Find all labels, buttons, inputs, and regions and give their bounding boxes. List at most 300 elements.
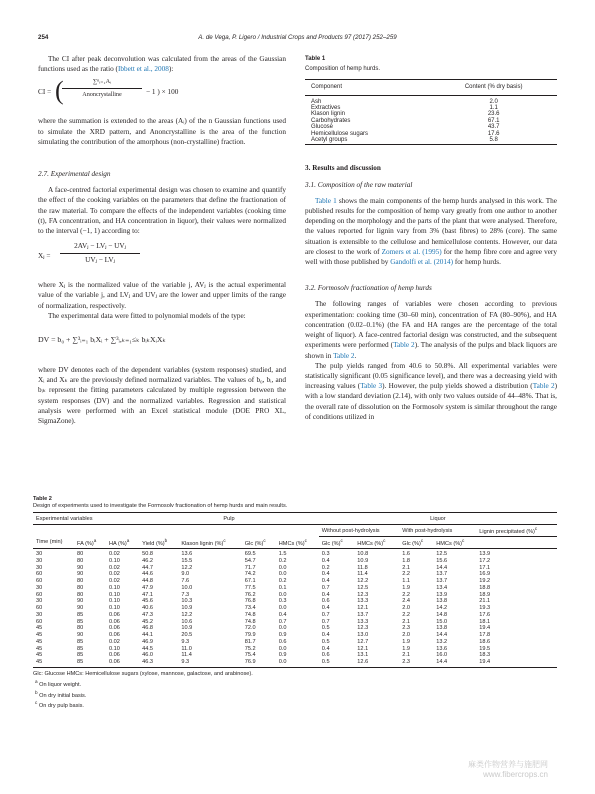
- footnote-c: $^c$ On dry pulp basis.: [35, 700, 84, 710]
- table-row: [33, 639, 557, 646]
- table-cell: 0.9: [278, 652, 287, 659]
- table-cell: 2.2: [402, 571, 411, 578]
- table-cell: 14.4: [436, 564, 448, 571]
- table-cell: 0.4: [321, 605, 330, 611]
- table-cell: 13.3: [357, 598, 369, 605]
- table-cell: 13.0: [357, 632, 369, 638]
- table-2: [33, 496, 557, 710]
- table-cell: 0.4: [321, 557, 330, 564]
- table-cell: 30: [36, 557, 43, 564]
- citation-table-2[interactable]: Table 2: [333, 351, 355, 360]
- table-2-sub-with: With post-hydrolysis: [399, 525, 476, 537]
- table-row: [305, 137, 557, 145]
- table-cell: 0.3: [278, 598, 287, 605]
- table-cell-component: Klason lignin: [311, 111, 346, 118]
- table-2-column-header: HMCs (%)$^c$: [276, 537, 319, 549]
- section-heading-3-1: 3.1. Composition of the raw material: [305, 180, 413, 189]
- table-cell: 46.9: [142, 638, 154, 645]
- table-cell: 1.9: [402, 584, 411, 591]
- table-cell-content: 1.1: [489, 105, 498, 112]
- table-2-column-header: HMCs (%)$^c$: [354, 537, 399, 549]
- paragraph-design: A face-centred factorial experimental design was chosen to examine and quantify the effect of the cooking variables on the parameters that define the fractionation of the raw material. To compare the effects of the independent variables (cooking time (t), FA concentration, and HA concentration in liquor), their values were normalized to the interval (−1, 1) according to:: [38, 186, 286, 236]
- table-cell: 30: [36, 611, 43, 618]
- table-cell: 15.6: [436, 557, 448, 564]
- table-cell: 0.7: [321, 611, 330, 618]
- table-cell: 0.6: [321, 598, 330, 605]
- table-cell: 74.2: [244, 571, 256, 578]
- table-cell: 13.6: [181, 551, 193, 557]
- table-cell: 80: [76, 584, 84, 591]
- table-cell: 0.1: [278, 584, 287, 591]
- table-cell: 0.7: [321, 618, 330, 625]
- table-cell: 85: [76, 611, 84, 618]
- table-cell: 46.3: [139, 659, 178, 667]
- table-cell: 13.4: [436, 584, 448, 591]
- page-header: [38, 34, 557, 44]
- table-row: [33, 619, 557, 626]
- table-cell: 16.9: [479, 571, 491, 578]
- citation-gandolfi[interactable]: Gandolfi et al. (2014): [390, 258, 454, 267]
- footnote-a: $^a$ On liquor weight.: [35, 678, 82, 688]
- table-cell: 0.4: [278, 611, 287, 618]
- table-cell-component: Glucose: [311, 124, 334, 131]
- table-cell: 44.7: [142, 564, 154, 571]
- table-cell: 46.2: [142, 557, 154, 564]
- table-cell: 67.1: [244, 578, 256, 584]
- citation-ibbett[interactable]: Ibbett et al., 2008: [117, 65, 169, 74]
- table-cell: 13.8: [436, 598, 448, 605]
- table-cell: 50.8: [142, 551, 154, 557]
- table-cell: 44.1: [142, 632, 154, 638]
- table-cell: 1.1: [402, 578, 411, 584]
- table-cell: 0.2: [278, 578, 287, 584]
- table-cell: 12.2: [181, 564, 193, 571]
- table-cell: 90: [76, 632, 84, 638]
- table-cell: 54.7: [244, 557, 256, 564]
- table-cell: 1.8: [402, 557, 411, 564]
- table-cell: 18.8: [479, 584, 491, 591]
- table-cell: 46.8: [142, 625, 154, 632]
- table-cell: 10.0: [181, 584, 193, 591]
- table-cell: 0.02: [108, 578, 120, 584]
- table-cell: 0.0: [278, 591, 287, 598]
- table-cell: 19.4: [476, 659, 557, 667]
- table-cell: 13.9: [436, 591, 448, 598]
- table-cell: 2.0: [402, 632, 411, 638]
- paragraph-ci: The CI after peak deconvolution was calculated from the areas of the Gaussian functions used as the ratio (Ibbett et al., 2008):: [38, 55, 286, 74]
- table-cell: 90: [76, 605, 84, 611]
- table-cell: 13.2: [436, 638, 448, 645]
- table-cell: 47.3: [142, 611, 154, 618]
- table-cell: 60: [36, 618, 43, 625]
- table-cell: 17.8: [479, 632, 491, 638]
- table-cell: 14.8: [436, 611, 448, 618]
- table-cell: 2.3: [402, 625, 411, 632]
- table-cell: 17.6: [479, 611, 491, 618]
- table-cell: 30: [36, 564, 43, 571]
- table-cell: 40.6: [142, 605, 154, 611]
- table-cell: 10.9: [181, 625, 193, 632]
- paragraph-composition: Table 1 shows the main components of the hemp hurds analysed in this work. The published results for the composition of hemp vary greatly from one author to another depending on the morphology and the parts of the plant that were analysed. Therefore, the values reported for lignin vary from 3% (bast fibres) to 28% (core). The same situation is extensible to the cellulose and hemicellulose contents. However, our data are closest to the work of Zomers et al. (1995) for the hemp fibre core and agree very well with those published by Gandolfi et al. (2014) for hemp hurds.: [305, 196, 558, 267]
- table-cell: 13.7: [436, 571, 448, 578]
- table-cell: 2.0: [402, 605, 411, 611]
- table-2-sub-without: Without post-hydrolysis: [319, 525, 399, 537]
- table-cell: 45: [36, 632, 43, 638]
- table-cell: 7.3: [181, 591, 190, 598]
- table-row: [33, 625, 557, 632]
- table-cell: 0.10: [108, 584, 120, 591]
- table-cell: 15.0: [436, 618, 448, 625]
- section-heading-2-7: 2.7. Experimental design: [38, 170, 111, 179]
- table-2-notes: [33, 671, 557, 711]
- table-cell: 18.3: [479, 652, 491, 659]
- table-cell: 90: [76, 571, 84, 578]
- citation-table-1[interactable]: Table 1: [315, 196, 337, 205]
- fraction: 2AVⱼ − LVⱼ − UVⱼ UVⱼ − LVⱼ: [60, 242, 140, 265]
- table-cell-content: 43.7: [487, 124, 500, 131]
- table-row: [33, 605, 557, 612]
- table-cell: 2.1: [402, 564, 411, 571]
- table-cell: 11.0: [181, 645, 192, 652]
- citation-zomers[interactable]: Zomers et al. (1995): [381, 247, 442, 256]
- table-cell: 45: [36, 645, 43, 652]
- table-cell: 11.4: [357, 571, 368, 578]
- table-row: [33, 558, 557, 565]
- table-cell-content: 17.6: [487, 130, 500, 137]
- table-cell: 0.10: [108, 645, 120, 652]
- table-cell: 12.6: [354, 659, 399, 667]
- table-cell: 76.8: [244, 598, 256, 605]
- table-cell: 7.6: [181, 578, 190, 584]
- table-cell: 0.2: [278, 557, 287, 564]
- table-cell: 12.5: [357, 584, 369, 591]
- table-cell: 0.4: [321, 645, 330, 652]
- table-cell: 0.7: [321, 584, 330, 591]
- table-cell: 10.9: [181, 605, 193, 611]
- equation-ci: CI = ( ∑ⁿᵢ₌₁Aᵢ Anoncrystalline − 1 ) × 100: [38, 76, 179, 106]
- table-cell: 12.5: [436, 551, 448, 557]
- table-row: [33, 578, 557, 585]
- table-cell: 12.2: [357, 578, 369, 584]
- table-cell: 85: [76, 618, 84, 625]
- table-row: [33, 598, 557, 605]
- table-cell: 60: [36, 605, 43, 611]
- table-cell: 9.0: [181, 571, 190, 578]
- table-cell: 1.9: [402, 638, 411, 645]
- table-cell-component: Acetyl groups: [305, 137, 430, 145]
- table-cell: 30: [36, 584, 43, 591]
- table-2-column-header: Glc (%)$^c$: [399, 537, 433, 549]
- table-cell: 9.3: [178, 659, 241, 667]
- table-2-column-header: HMCs (%)$^c$: [433, 537, 476, 549]
- table-cell: 20.5: [181, 632, 193, 638]
- table-cell: 0.6: [278, 638, 287, 645]
- table-2-label: Table 2: [33, 496, 52, 502]
- table-2-group-experimental: Experimental variables: [33, 513, 139, 525]
- table-cell: 12.1: [357, 605, 369, 611]
- table-cell: 80: [76, 551, 84, 557]
- table-cell: 0.06: [108, 632, 120, 638]
- table-cell: 0.06: [108, 652, 120, 659]
- table-2-column-header: Time (min): [33, 537, 74, 549]
- table-cell: 80: [76, 591, 84, 598]
- table-cell: 0.2: [321, 564, 330, 571]
- table-row: [33, 549, 557, 558]
- table-cell: 60: [36, 591, 43, 598]
- table-cell: 74.8: [244, 611, 256, 618]
- table-cell: 0.10: [108, 557, 120, 564]
- table-cell: 69.5: [244, 551, 256, 557]
- table-cell: 0.10: [108, 591, 120, 598]
- table-cell: 19.4: [479, 625, 491, 632]
- table-cell: 0.5: [321, 625, 330, 632]
- table-cell: 90: [76, 598, 84, 605]
- table-cell: 0.0: [278, 645, 287, 652]
- table-cell: 85: [76, 652, 84, 659]
- table-cell: 45.2: [142, 618, 154, 625]
- watermark: 麻类作物营养与施肥网 www.fibercrops.cn: [468, 760, 548, 779]
- table-cell: 0.06: [108, 611, 120, 618]
- table-2-group-liquor: Liquor: [319, 513, 557, 525]
- table-cell: 45.6: [142, 598, 154, 605]
- table-cell: 77.5: [244, 584, 256, 591]
- table-cell: 80: [76, 557, 84, 564]
- table-1-header-component: Component: [305, 80, 430, 95]
- table-cell: 2.2: [402, 611, 411, 618]
- table-cell: 0.02: [108, 551, 120, 557]
- citation-table-2[interactable]: Table 2: [393, 341, 415, 350]
- page-number: 254: [38, 34, 49, 41]
- table-cell: 0.0: [278, 625, 287, 632]
- table-cell: 0.0: [276, 659, 319, 667]
- table-cell: 9.3: [181, 638, 190, 645]
- table-cell-content: 5.8: [430, 137, 557, 145]
- table-cell: 13.3: [357, 618, 369, 625]
- table-cell-component: Carbohydrates: [311, 117, 351, 124]
- table-cell: 1.9: [402, 645, 411, 652]
- table-cell: 14.4: [433, 659, 476, 667]
- table-cell: 12.2: [181, 611, 193, 618]
- table-cell: 0.06: [108, 618, 120, 625]
- table-cell: 30: [36, 551, 43, 557]
- table-cell: 12.1: [357, 645, 369, 652]
- table-cell: 46.0: [142, 652, 154, 659]
- table-cell: 13.9: [479, 551, 491, 557]
- table-cell: 11.4: [181, 652, 192, 659]
- table-cell: 30: [36, 598, 43, 605]
- equation-normalization: Xⱼ = 2AVⱼ − LVⱼ − UVⱼ UVⱼ − LVⱼ: [38, 242, 286, 272]
- table-cell: 0.0: [278, 571, 287, 578]
- table-row: [33, 652, 557, 659]
- table-cell: 90: [76, 564, 84, 571]
- table-cell: 1.6: [402, 551, 411, 557]
- table-2-column-header: Glc (%)$^c$: [242, 537, 276, 549]
- table-1-label: Table 1: [305, 56, 326, 62]
- table-cell: 71.7: [244, 564, 256, 571]
- table-cell: 18.6: [479, 638, 491, 645]
- table-cell: 0.9: [278, 632, 287, 638]
- table-cell: 85: [76, 645, 84, 652]
- left-column: [38, 54, 286, 426]
- table-2-caption: Design of experiments used to investigate the Formosolv fractionation of hemp hurds and main results.: [33, 503, 288, 509]
- table-cell: 1.5: [278, 551, 287, 557]
- equation-polynomial: DV = b₀ + ∑³ᵢ₌₁ bᵢXᵢ + ∑³ᵢ,ₖ₌₁≤ₖ bᵢₖXᵢXₖ: [38, 335, 166, 345]
- table-cell: 18.9: [479, 591, 491, 598]
- table-cell: 60: [36, 571, 43, 578]
- table-1: [305, 54, 557, 145]
- table-cell: 13.7: [357, 611, 369, 618]
- footnote-b: $^b$ On dry initial basis.: [35, 689, 87, 699]
- table-cell: 13.1: [357, 652, 369, 659]
- paragraph-yields: The pulp yields ranged from 40.6 to 50.8%. All experimental variables were statistically significant (0.05 significance level), and there was a decreasing yield with increasing values (Table 3). However, the pulp yields showed a distribution (Table 2) with a low standard deviation (2.14), with only two values outside of 44–48%. That is, the overall rate of dissolution on the Formosolv system is similar throughout the range of conditions utilized in: [305, 361, 557, 421]
- table-cell-component: Ash: [311, 98, 322, 105]
- right-column: [305, 54, 557, 422]
- table-cell: 73.4: [244, 605, 256, 611]
- table-2-abbrev-note: Glc: Glucose HMCs: Hemicellulose sugars (xylose, mannose, galactose, and arabinose).: [33, 670, 253, 677]
- table-cell: 0.06: [108, 625, 120, 632]
- citation-table-3[interactable]: Table 3: [360, 382, 383, 391]
- paragraph-dv: where DV denotes each of the dependent variables (system responses) studied, and Xᵢ and Xₖ are the previously defined normalized variables. The values of b₀, bᵢ, and bᵢₖ represent the fitting parameters calculated by multiple regression between the system responses (DV) and the normalized variables. Regression and statistical analysis were performed with an Excel statistical module (DOE PRO XL, SigmaZone).: [38, 366, 286, 426]
- table-cell: 0.10: [108, 598, 120, 605]
- table-cell: 2.3: [399, 659, 433, 667]
- paragraph-normalization-def: where Xⱼ is the normalized value of the variable j, AVⱼ is the actual experimental value of the variable j, and LVⱼ and UVⱼ are the lower and upper limits of the range of normalization, respectively.: [38, 281, 286, 310]
- table-cell: 44.5: [142, 645, 154, 652]
- table-cell: 45: [36, 638, 43, 645]
- table-cell-content: 2.0: [489, 98, 498, 105]
- table-cell: 2.2: [402, 591, 411, 598]
- section-heading-3: 3. Results and discussion: [305, 164, 381, 173]
- table-cell: 2.4: [402, 598, 411, 605]
- table-cell-content: 23.6: [487, 111, 500, 118]
- table-cell: 0.7: [278, 618, 287, 625]
- table-cell: 0.4: [321, 591, 330, 598]
- table-row: [33, 571, 557, 578]
- table-cell: 10.6: [181, 618, 193, 625]
- table-row: [305, 95, 557, 105]
- table-cell: 47.9: [142, 584, 154, 591]
- table-cell: 14.4: [436, 632, 448, 638]
- table-row: [33, 612, 557, 619]
- table-cell: 10.3: [181, 598, 193, 605]
- table-cell: 11.8: [357, 564, 368, 571]
- table-cell: 18.1: [479, 618, 491, 625]
- table-cell: 75.4: [244, 652, 256, 659]
- table-row: [33, 565, 557, 572]
- table-cell: 79.9: [244, 632, 256, 638]
- table-1-header-content: Content (% dry basis): [430, 80, 557, 95]
- table-cell: 44.8: [142, 578, 154, 584]
- table-cell: 80: [76, 625, 84, 632]
- table-cell: 19.2: [479, 578, 491, 584]
- table-cell: 0.02: [108, 638, 120, 645]
- table-cell: 85: [76, 638, 84, 645]
- running-header: A. de Vega, P. Ligero / Industrial Crops and Products 97 (2017) 252–259: [198, 34, 397, 41]
- table-cell: 80: [76, 578, 84, 584]
- table-cell: 74.8: [244, 618, 256, 625]
- big-paren: (: [55, 76, 64, 106]
- table-2-column-header: Glc (%)$^c$: [319, 537, 355, 549]
- table-2-grid: [33, 512, 557, 668]
- table-cell: 72.0: [244, 625, 256, 632]
- table-row: [33, 592, 557, 599]
- table-cell: 17.1: [479, 564, 491, 571]
- table-cell-content: 67.1: [487, 117, 500, 124]
- table-cell: 14.2: [436, 605, 448, 611]
- table-cell: 85: [74, 659, 106, 667]
- section-heading-3-2: 3.2. Formosolv fractionation of hemp hurds: [305, 284, 432, 293]
- table-cell: 15.5: [181, 557, 193, 564]
- paragraph-ranges: The following ranges of variables were chosen according to previous experimentation: cooking time (30–60 min), concentration of FA (80–90%), and HA concentration (0.02–0.1%) (the FA and HA ranges are the percentage of the total weight of liquor). A face-centred factorial design was constructed, and the subsequent experiments were performed (Table 2). The analysis of the pulps and black liquors are shown in Table 2.: [305, 300, 557, 360]
- table-cell: 0.10: [108, 605, 120, 611]
- table-2-column-header: FA (%)$^a$: [74, 537, 106, 549]
- table-cell: 45: [36, 625, 43, 632]
- table-2-sub-lignin: Lignin precipitated (%)$^c$: [476, 525, 557, 537]
- table-row: [33, 659, 557, 667]
- table-cell: 16.0: [436, 652, 448, 659]
- table-cell: 10.8: [357, 551, 369, 557]
- table-2-column-header: HA (%)$^a$: [106, 537, 139, 549]
- table-1-grid: [305, 79, 557, 145]
- table-cell: 10.9: [357, 557, 369, 564]
- table-row: [33, 632, 557, 639]
- table-cell: 0.4: [321, 578, 330, 584]
- table-cell: 12.3: [357, 625, 369, 632]
- table-cell: 44.6: [142, 571, 154, 578]
- table-cell: 60: [36, 578, 43, 584]
- table-cell: 0.0: [278, 605, 287, 611]
- table-cell: 2.1: [402, 652, 411, 659]
- table-row: [33, 585, 557, 592]
- table-cell: 17.2: [479, 557, 491, 564]
- table-cell: 13.8: [436, 625, 448, 632]
- table-2-group-pulp: Pulp: [139, 513, 319, 525]
- table-cell: 0.6: [321, 652, 330, 659]
- table-cell: 13.7: [436, 578, 448, 584]
- table-cell: 0.06: [106, 659, 139, 667]
- table-cell: 47.1: [142, 591, 154, 598]
- table-cell: 45: [33, 659, 74, 667]
- table-cell: 0.0: [278, 564, 287, 571]
- table-cell-component: Hemicellulose sugars: [311, 130, 369, 137]
- table-2-column-header: Klason lignin (%)$^c$: [178, 537, 241, 549]
- table-cell: 12.7: [357, 638, 369, 645]
- table-cell: 75.2: [244, 645, 256, 652]
- table-cell: 13.6: [436, 645, 448, 652]
- table-cell: 45: [36, 652, 43, 659]
- table-1-caption: Composition of hemp hurds.: [305, 66, 381, 73]
- table-cell: 19.3: [479, 605, 491, 611]
- table-cell: 0.4: [321, 571, 330, 578]
- table-cell: 0.4: [321, 632, 330, 638]
- paragraph-fitting: The experimental data were fitted to polynomial models of the type:: [48, 311, 246, 320]
- table-cell: 0.5: [321, 638, 330, 645]
- table-cell: 12.3: [357, 591, 369, 598]
- table-cell: 81.7: [244, 638, 256, 645]
- table-row: [33, 646, 557, 653]
- table-cell: 76.2: [244, 591, 256, 598]
- table-cell: 0.02: [108, 564, 120, 571]
- table-cell: 21.1: [479, 598, 491, 605]
- table-cell: 2.1: [402, 618, 411, 625]
- table-cell-component: Extractives: [311, 105, 341, 112]
- fraction: ∑ⁿᵢ₌₁Aᵢ Anoncrystalline: [62, 78, 142, 99]
- citation-table-2[interactable]: Table 2: [532, 382, 555, 391]
- table-cell: 19.5: [479, 645, 491, 652]
- table-cell: 0.5: [319, 659, 355, 667]
- table-2-column-header: Yield (%)$^b$: [139, 537, 178, 549]
- table-cell: 76.9: [242, 659, 276, 667]
- paragraph-ci-definition: where the summation is extended to the areas (Aᵢ) of the n Gaussian functions used to simulate the XRD pattern, and Anoncrystalline is the area of the function simulating the contribution of the amorphous (non-crystalline) fraction.: [38, 117, 286, 146]
